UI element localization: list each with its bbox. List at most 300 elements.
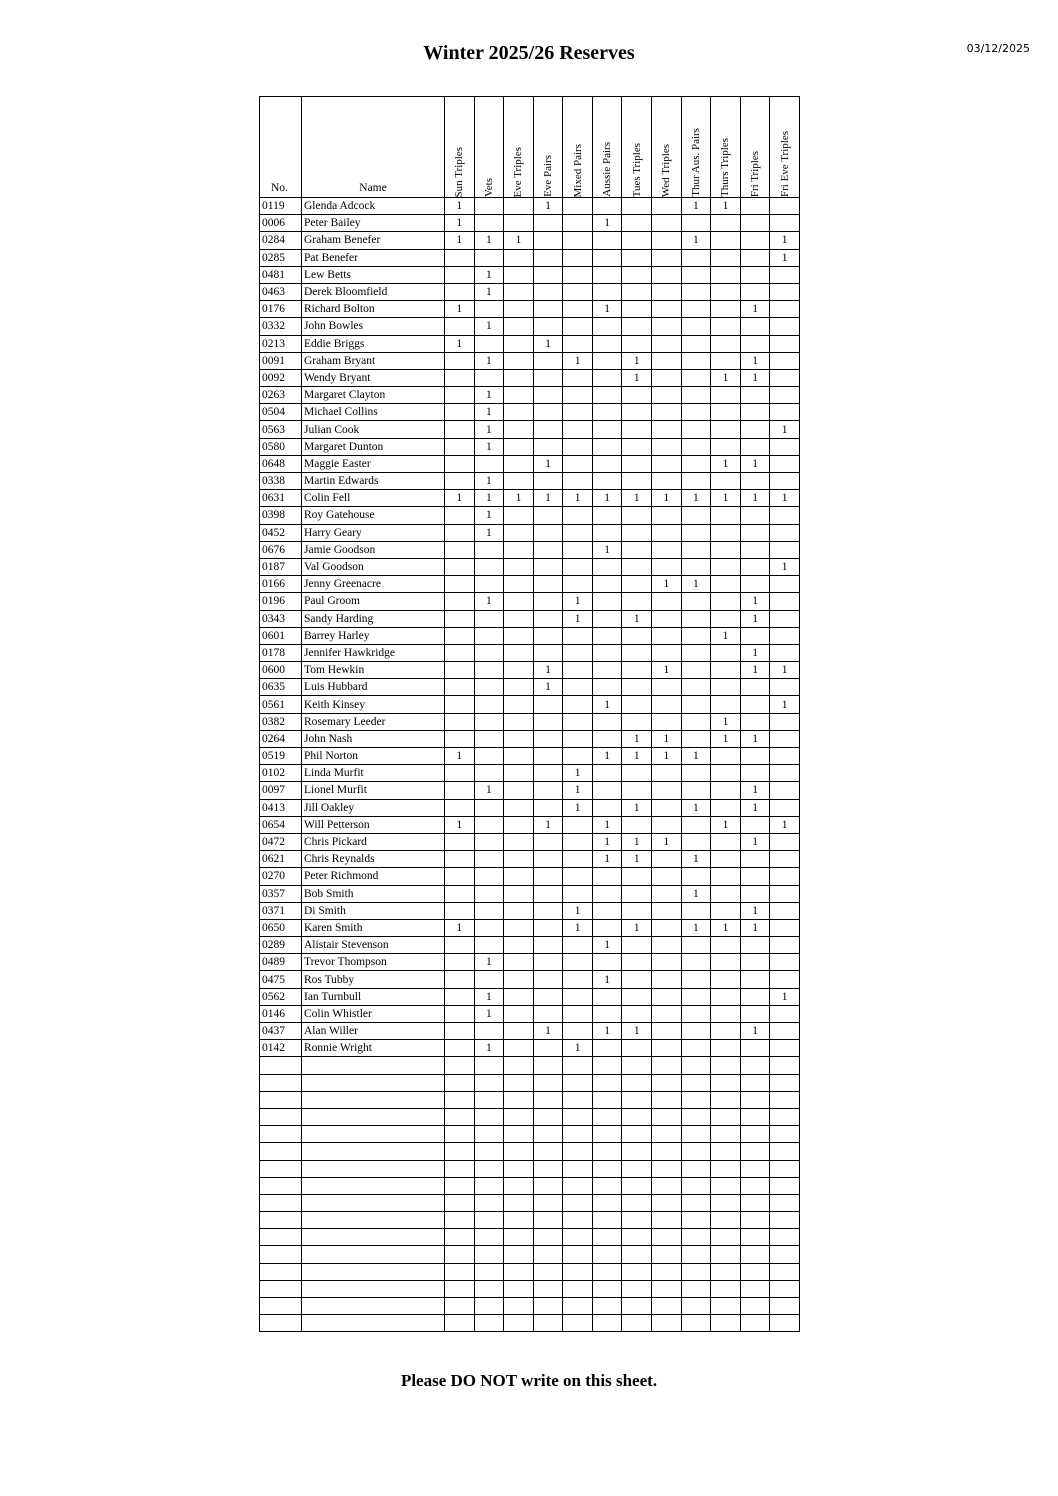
reserve-mark: [681, 627, 711, 644]
reserve-mark: [445, 507, 475, 524]
reserve-mark: [533, 215, 563, 232]
reserve-mark: [652, 971, 682, 988]
blank-cell: [770, 1108, 800, 1125]
blank-cell: [302, 1160, 445, 1177]
reserve-mark: [711, 387, 741, 404]
reserve-mark: [622, 627, 652, 644]
reserve-mark: [533, 249, 563, 266]
member-name: Peter Richmond: [302, 868, 445, 885]
reserve-mark: [533, 593, 563, 610]
reserve-mark: [563, 387, 593, 404]
reserve-mark: [711, 352, 741, 369]
reserve-mark: [445, 1023, 475, 1040]
reserve-mark: [563, 1005, 593, 1022]
blank-cell: [681, 1246, 711, 1263]
reserve-mark: [445, 283, 475, 300]
reserve-mark: [592, 610, 622, 627]
reserve-mark: [711, 610, 741, 627]
column-header-thur-aus-pairs: Thur Aus. Pairs: [681, 97, 711, 198]
reserve-mark: 1: [533, 490, 563, 507]
reserve-mark: [504, 765, 534, 782]
blank-cell: [445, 1126, 475, 1143]
reserve-mark: [622, 232, 652, 249]
blank-cell: [445, 1074, 475, 1091]
blank-cell: [592, 1263, 622, 1280]
reserve-mark: 1: [681, 885, 711, 902]
blank-cell: [260, 1280, 302, 1297]
reserve-mark: [622, 696, 652, 713]
blank-row: [260, 1212, 800, 1229]
blank-cell: [681, 1057, 711, 1074]
blank-cell: [711, 1177, 741, 1194]
reserve-mark: [504, 576, 534, 593]
reserve-mark: [770, 524, 800, 541]
blank-cell: [504, 1212, 534, 1229]
reserve-mark: [592, 455, 622, 472]
reserve-mark: [652, 679, 682, 696]
reserve-mark: 1: [770, 421, 800, 438]
reserve-mark: 1: [474, 404, 504, 421]
blank-cell: [652, 1057, 682, 1074]
reserve-mark: [652, 937, 682, 954]
reserve-mark: [740, 335, 770, 352]
member-name: Paul Groom: [302, 593, 445, 610]
reserve-mark: [563, 730, 593, 747]
reserve-mark: [504, 558, 534, 575]
blank-cell: [533, 1108, 563, 1125]
reserve-mark: [592, 507, 622, 524]
blank-cell: [445, 1212, 475, 1229]
reserve-mark: [652, 541, 682, 558]
reserve-mark: [504, 662, 534, 679]
reserve-mark: [563, 438, 593, 455]
column-header-mixed-pairs: Mixed Pairs: [563, 97, 593, 198]
reserve-mark: 1: [740, 610, 770, 627]
reserve-mark: [533, 902, 563, 919]
reserve-mark: [592, 885, 622, 902]
reserve-mark: [622, 198, 652, 215]
member-number: 0006: [260, 215, 302, 232]
reserve-mark: [681, 1040, 711, 1057]
reserve-mark: [740, 524, 770, 541]
reserve-mark: [711, 971, 741, 988]
blank-cell: [563, 1091, 593, 1108]
blank-cell: [770, 1246, 800, 1263]
reserve-mark: 1: [504, 490, 534, 507]
reserve-mark: [681, 868, 711, 885]
member-name: Ronnie Wright: [302, 1040, 445, 1057]
reserve-mark: [445, 868, 475, 885]
blank-cell: [622, 1160, 652, 1177]
reserve-mark: [740, 558, 770, 575]
reserve-mark: [652, 438, 682, 455]
reserve-mark: [563, 266, 593, 283]
blank-cell: [260, 1315, 302, 1332]
member-name: Julian Cook: [302, 421, 445, 438]
reserve-mark: [622, 455, 652, 472]
reserve-mark: [533, 696, 563, 713]
table-row: [260, 833, 800, 850]
reserve-mark: 1: [445, 335, 475, 352]
reserve-mark: 1: [740, 799, 770, 816]
blank-cell: [302, 1194, 445, 1211]
blank-cell: [302, 1212, 445, 1229]
blank-cell: [592, 1280, 622, 1297]
reserve-mark: [770, 541, 800, 558]
blank-cell: [770, 1074, 800, 1091]
blank-cell: [652, 1246, 682, 1263]
reserve-mark: 1: [474, 490, 504, 507]
reserve-mark: [533, 387, 563, 404]
blank-cell: [770, 1280, 800, 1297]
member-name: Lew Betts: [302, 266, 445, 283]
reserve-mark: [622, 301, 652, 318]
reserve-mark: [622, 318, 652, 335]
reserve-mark: [445, 473, 475, 490]
blank-cell: [622, 1246, 652, 1263]
reserve-mark: 1: [740, 662, 770, 679]
reserve-mark: [474, 335, 504, 352]
reserve-mark: [504, 971, 534, 988]
reserve-mark: [474, 369, 504, 386]
blank-cell: [260, 1091, 302, 1108]
reserve-mark: [770, 1040, 800, 1057]
reserve-mark: 1: [740, 782, 770, 799]
blank-cell: [474, 1177, 504, 1194]
member-number: 0382: [260, 713, 302, 730]
reserve-mark: [740, 885, 770, 902]
reserve-mark: [681, 249, 711, 266]
reserve-mark: [652, 902, 682, 919]
reserve-mark: 1: [592, 971, 622, 988]
reserve-mark: [740, 988, 770, 1005]
blank-cell: [445, 1246, 475, 1263]
reserve-mark: [740, 438, 770, 455]
table-row: [260, 851, 800, 868]
reserve-mark: [711, 576, 741, 593]
table-row: [260, 593, 800, 610]
reserve-mark: [681, 765, 711, 782]
reserve-mark: [740, 713, 770, 730]
blank-row: [260, 1177, 800, 1194]
blank-cell: [260, 1074, 302, 1091]
blank-cell: [770, 1298, 800, 1315]
reserve-mark: [622, 473, 652, 490]
reserve-mark: [711, 662, 741, 679]
reserve-mark: 1: [592, 748, 622, 765]
reserve-mark: [652, 215, 682, 232]
reserve-mark: [533, 369, 563, 386]
blank-cell: [260, 1298, 302, 1315]
blank-cell: [474, 1074, 504, 1091]
reserve-mark: 1: [474, 507, 504, 524]
blank-cell: [260, 1177, 302, 1194]
reserve-mark: 1: [622, 833, 652, 850]
reserve-mark: [681, 833, 711, 850]
blank-cell: [302, 1074, 445, 1091]
blank-cell: [260, 1212, 302, 1229]
reserve-mark: 1: [652, 833, 682, 850]
reserve-mark: 1: [592, 1023, 622, 1040]
reserve-mark: [504, 679, 534, 696]
blank-row: [260, 1246, 800, 1263]
reserve-mark: [740, 215, 770, 232]
reserve-mark: [681, 971, 711, 988]
reserve-mark: [681, 662, 711, 679]
reserve-mark: [681, 1023, 711, 1040]
reserve-mark: [770, 833, 800, 850]
member-number: 0119: [260, 198, 302, 215]
reserve-mark: [474, 215, 504, 232]
blank-cell: [504, 1057, 534, 1074]
reserve-mark: [445, 404, 475, 421]
reserve-mark: [504, 644, 534, 661]
blank-cell: [260, 1057, 302, 1074]
reserve-mark: 1: [711, 730, 741, 747]
reserve-mark: [652, 782, 682, 799]
table-body: [260, 198, 800, 1332]
reserve-mark: 1: [533, 816, 563, 833]
blank-cell: [563, 1108, 593, 1125]
reserve-mark: [445, 937, 475, 954]
reserve-mark: [504, 249, 534, 266]
reserve-mark: [711, 524, 741, 541]
blank-cell: [652, 1315, 682, 1332]
blank-cell: [592, 1212, 622, 1229]
reserve-mark: [474, 799, 504, 816]
reserve-mark: [681, 593, 711, 610]
reserve-mark: 1: [740, 902, 770, 919]
blank-cell: [592, 1108, 622, 1125]
member-number: 0600: [260, 662, 302, 679]
reserve-mark: [533, 610, 563, 627]
reserve-mark: 1: [563, 490, 593, 507]
reserve-mark: 1: [652, 662, 682, 679]
blank-cell: [681, 1280, 711, 1297]
member-name: Graham Benefer: [302, 232, 445, 249]
reserve-mark: 1: [474, 593, 504, 610]
blank-cell: [474, 1263, 504, 1280]
reserve-mark: [563, 748, 593, 765]
member-name: Margaret Clayton: [302, 387, 445, 404]
blank-cell: [740, 1074, 770, 1091]
member-number: 0489: [260, 954, 302, 971]
reserve-mark: [592, 576, 622, 593]
blank-cell: [592, 1126, 622, 1143]
blank-cell: [474, 1091, 504, 1108]
member-number: 0654: [260, 816, 302, 833]
reserve-mark: [770, 593, 800, 610]
reserve-mark: [533, 301, 563, 318]
reserve-mark: [681, 730, 711, 747]
reserve-mark: [474, 662, 504, 679]
reserve-mark: 1: [533, 662, 563, 679]
blank-cell: [533, 1160, 563, 1177]
reserve-mark: [563, 335, 593, 352]
reserve-mark: [474, 868, 504, 885]
reserve-mark: [592, 473, 622, 490]
reserve-mark: [681, 541, 711, 558]
table-row: [260, 954, 800, 971]
reserve-mark: [770, 266, 800, 283]
reserve-mark: [474, 576, 504, 593]
member-number: 0343: [260, 610, 302, 627]
reserve-mark: [652, 954, 682, 971]
reserve-mark: 1: [504, 232, 534, 249]
reserve-mark: 1: [622, 851, 652, 868]
table-row: [260, 421, 800, 438]
blank-cell: [474, 1246, 504, 1263]
member-name: Glenda Adcock: [302, 198, 445, 215]
member-name: John Bowles: [302, 318, 445, 335]
footer-note: Please DO NOT write on this sheet.: [400, 1371, 658, 1390]
reserve-mark: [770, 473, 800, 490]
member-name: Graham Bryant: [302, 352, 445, 369]
reserve-mark: [563, 404, 593, 421]
reserve-mark: [681, 387, 711, 404]
reserve-mark: [592, 782, 622, 799]
reserve-mark: [681, 301, 711, 318]
blank-cell: [445, 1194, 475, 1211]
reserve-mark: [533, 232, 563, 249]
reserve-mark: [445, 541, 475, 558]
blank-cell: [504, 1108, 534, 1125]
blank-cell: [592, 1315, 622, 1332]
reserve-mark: [770, 902, 800, 919]
blank-cell: [622, 1212, 652, 1229]
reserve-mark: 1: [770, 816, 800, 833]
reserve-mark: [445, 833, 475, 850]
reserve-mark: [504, 1023, 534, 1040]
blank-cell: [681, 1298, 711, 1315]
blank-row: [260, 1108, 800, 1125]
member-number: 0562: [260, 988, 302, 1005]
blank-cell: [770, 1057, 800, 1074]
reserve-mark: 1: [474, 473, 504, 490]
blank-cell: [533, 1126, 563, 1143]
reserve-mark: [474, 198, 504, 215]
reserve-mark: [533, 1005, 563, 1022]
reserve-mark: [563, 679, 593, 696]
reserve-mark: [445, 318, 475, 335]
blank-cell: [652, 1074, 682, 1091]
reserve-mark: [740, 266, 770, 283]
reserve-mark: [652, 696, 682, 713]
blank-row: [260, 1229, 800, 1246]
reserve-mark: [504, 387, 534, 404]
reserve-mark: [681, 782, 711, 799]
reserve-mark: [681, 644, 711, 661]
member-name: Jennifer Hawkridge: [302, 644, 445, 661]
reserve-mark: 1: [533, 1023, 563, 1040]
reserve-mark: 1: [622, 799, 652, 816]
reserve-mark: [652, 524, 682, 541]
reserve-mark: [740, 1005, 770, 1022]
reserve-mark: [504, 404, 534, 421]
blank-cell: [770, 1263, 800, 1280]
reserve-mark: [711, 937, 741, 954]
reserve-mark: [592, 713, 622, 730]
blank-cell: [740, 1246, 770, 1263]
member-number: 0196: [260, 593, 302, 610]
member-name: Maggie Easter: [302, 455, 445, 472]
reserve-mark: [533, 954, 563, 971]
member-number: 0332: [260, 318, 302, 335]
table-row: [260, 369, 800, 386]
blank-cell: [770, 1212, 800, 1229]
reserve-mark: 1: [474, 266, 504, 283]
reserve-mark: [652, 610, 682, 627]
blank-cell: [770, 1091, 800, 1108]
reserve-mark: 1: [652, 576, 682, 593]
reserve-mark: [652, 799, 682, 816]
reserve-mark: [563, 696, 593, 713]
reserve-mark: [533, 799, 563, 816]
blank-cell: [260, 1246, 302, 1263]
column-header-sun-triples: Sun Triples: [445, 97, 475, 198]
reserve-mark: [652, 1040, 682, 1057]
table-row: [260, 748, 800, 765]
reserve-mark: [592, 283, 622, 300]
blank-cell: [533, 1143, 563, 1160]
reserve-mark: 1: [681, 748, 711, 765]
reserve-mark: [770, 799, 800, 816]
reserve-mark: 1: [652, 730, 682, 747]
blank-cell: [563, 1212, 593, 1229]
reserve-mark: [592, 868, 622, 885]
table-row: [260, 627, 800, 644]
reserve-mark: 1: [445, 232, 475, 249]
blank-cell: [681, 1074, 711, 1091]
blank-cell: [681, 1091, 711, 1108]
reserve-mark: [622, 266, 652, 283]
reserve-mark: 1: [474, 318, 504, 335]
reserve-mark: [681, 816, 711, 833]
reserve-mark: [622, 662, 652, 679]
table-row: [260, 301, 800, 318]
table-row: [260, 1005, 800, 1022]
reserve-mark: [740, 421, 770, 438]
reserve-mark: [445, 249, 475, 266]
reserve-mark: [445, 421, 475, 438]
blank-cell: [445, 1229, 475, 1246]
reserve-mark: 1: [711, 455, 741, 472]
reserve-mark: [711, 954, 741, 971]
reserve-mark: [504, 696, 534, 713]
reserve-mark: [563, 215, 593, 232]
reserve-mark: [504, 988, 534, 1005]
reserve-mark: [711, 1040, 741, 1057]
reserve-mark: [474, 627, 504, 644]
reserve-mark: [563, 662, 593, 679]
reserve-mark: [533, 438, 563, 455]
blank-cell: [740, 1143, 770, 1160]
reserve-mark: 1: [770, 249, 800, 266]
reserve-mark: [533, 644, 563, 661]
blank-cell: [652, 1126, 682, 1143]
reserve-mark: [563, 558, 593, 575]
reserve-mark: [711, 885, 741, 902]
reserve-mark: [770, 369, 800, 386]
blank-cell: [711, 1057, 741, 1074]
reserve-mark: [740, 576, 770, 593]
reserve-mark: [622, 1040, 652, 1057]
reserve-mark: [563, 318, 593, 335]
reserve-mark: [681, 455, 711, 472]
blank-cell: [622, 1298, 652, 1315]
table-row: [260, 902, 800, 919]
reserve-mark: [681, 679, 711, 696]
